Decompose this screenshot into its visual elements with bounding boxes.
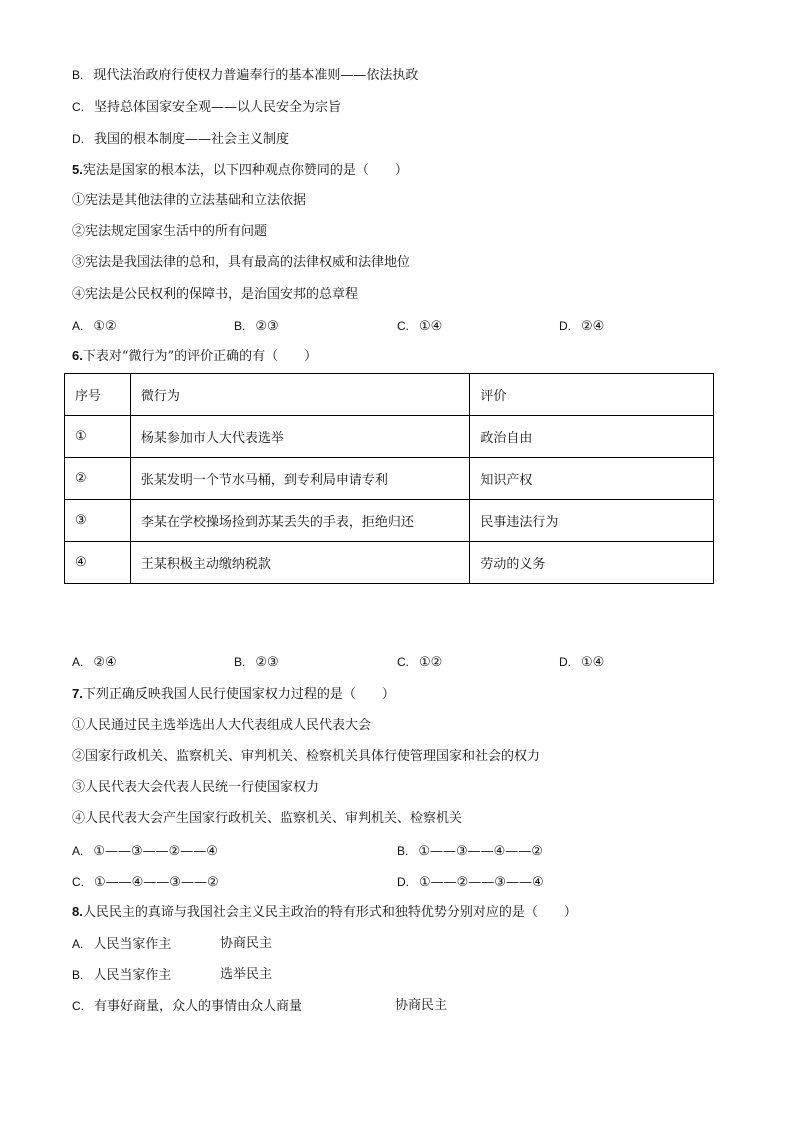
option-text: 我国的根本制度——社会主义制度 (94, 132, 290, 147)
q7-option-c (72, 873, 219, 891)
option-text: ②④ (581, 319, 605, 334)
question-stem: 下列正确反映我国人民行使国家权力过程的是（ ） (82, 687, 395, 702)
table-header-cell: 评价 (470, 374, 714, 416)
question-number: 8. (72, 904, 83, 919)
option-text: ①② (419, 655, 443, 670)
option-label: A. (72, 319, 84, 333)
q8-option-a (72, 935, 171, 953)
q8-option-c (72, 997, 302, 1015)
option-first-text: 人民当家作主 (93, 968, 172, 983)
option-text: 现代法治政府行使权力普遍奉行的基本准则——依法执政 (93, 68, 419, 83)
table-row (65, 416, 714, 458)
option-label: B. (234, 655, 246, 669)
option-text: 坚持总体国家安全观——以人民安全为宗旨 (94, 100, 342, 115)
q7-statement-4: ④人民代表大会产生国家行政机关、监察机关、审判机关、检察机关 (72, 811, 463, 826)
table-cell: 政治自由 (470, 416, 714, 458)
table-header-cell: 微行为 (130, 374, 469, 416)
evaluation-table (64, 373, 714, 584)
question-number: 7. (72, 686, 83, 701)
option-text: ①④ (419, 319, 443, 334)
q8-stem (72, 903, 577, 921)
q5-option-b (234, 317, 279, 335)
table-cell: ③ (65, 500, 131, 542)
q8-option-b (72, 966, 171, 984)
q6-option-b (234, 653, 279, 671)
table-cell: 知识产权 (470, 458, 714, 500)
q5-option-c (397, 317, 442, 335)
table-cell: ④ (65, 542, 131, 584)
q5-option-d (559, 317, 604, 335)
table-cell: 民事违法行为 (470, 500, 714, 542)
option-label: C. (72, 100, 84, 114)
question-stem: 人民民主的真谛与我国社会主义民主政治的特有形式和独特优势分别对应的是（ ） (82, 905, 577, 920)
option-label: B. (72, 968, 84, 982)
q4-option-b (72, 66, 418, 84)
option-label: A. (72, 844, 84, 858)
table-row (65, 458, 714, 500)
table-cell: 张某发明一个节水马桶，到专利局申请专利 (130, 458, 469, 500)
option-text: ①② (93, 319, 117, 334)
table-cell: 王某积极主动缴纳税款 (130, 542, 469, 584)
q8-option-a-second: 协商民主 (220, 936, 273, 951)
q5-option-a (72, 317, 117, 335)
q5-statement-1: ①宪法是其他法律的立法基础和立法依据 (72, 193, 307, 208)
option-text: ②③ (255, 655, 279, 670)
table-header-cell: 序号 (65, 374, 131, 416)
option-text: ①④ (581, 655, 605, 670)
question-stem: 下表对“微行为”的评价正确的有（ ） (82, 349, 318, 364)
q7-option-a (72, 842, 218, 860)
q7-statement-1: ①人民通过民主选举选出人大代表组成人民代表大会 (72, 718, 372, 733)
question-number: 6. (72, 348, 83, 363)
option-label: C. (397, 655, 409, 669)
q6-stem (72, 347, 317, 365)
option-first-text: 人民当家作主 (93, 937, 172, 952)
option-label: C. (72, 875, 84, 889)
option-label: B. (234, 319, 246, 333)
table-cell: 杨某参加市人大代表选举 (130, 416, 469, 458)
q8-option-c-second: 协商民主 (395, 998, 448, 1013)
option-text: ①——③——②——④ (93, 844, 218, 859)
table-cell: ② (65, 458, 131, 500)
option-label: D. (397, 875, 409, 889)
option-text: ①——④——③——② (94, 875, 219, 890)
q7-option-b (397, 842, 543, 860)
option-label: D. (72, 132, 84, 146)
option-label: D. (559, 319, 571, 333)
table-row (65, 500, 714, 542)
q4-option-c (72, 98, 341, 116)
option-text: ②④ (93, 655, 117, 670)
q6-option-d (559, 653, 604, 671)
option-label: C. (397, 319, 409, 333)
table-header-row (65, 374, 714, 416)
table-row (65, 542, 714, 584)
q5-stem (72, 161, 408, 179)
table-cell: ① (65, 416, 131, 458)
option-text: ①——②——③——④ (419, 875, 544, 890)
option-first-text: 有事好商量，众人的事情由众人商量 (94, 999, 303, 1014)
q7-statement-2: ②国家行政机关、监察机关、审判机关、检察机关具体行使管理国家和社会的权力 (72, 749, 541, 764)
q5-statement-2: ②宪法规定国家生活中的所有问题 (72, 224, 268, 239)
q6-option-c (397, 653, 442, 671)
q8-option-b-second: 选举民主 (220, 967, 273, 982)
q5-statement-3: ③宪法是我国法律的总和，具有最高的法律权威和法律地位 (72, 255, 411, 270)
q7-stem (72, 685, 395, 703)
question-number: 5. (72, 162, 83, 177)
option-label: A. (72, 937, 84, 951)
q4-option-d (72, 130, 289, 148)
q7-option-d (397, 873, 544, 891)
option-text: ②③ (255, 319, 279, 334)
option-label: B. (72, 68, 84, 82)
option-label: B. (397, 844, 409, 858)
q7-statement-3: ③人民代表大会代表人民统一行使国家权力 (72, 780, 320, 795)
question-stem: 宪法是国家的根本法，以下四种观点你赞同的是（ ） (82, 163, 408, 178)
option-label: A. (72, 655, 84, 669)
option-text: ①——③——④——② (418, 844, 543, 859)
q5-statement-4: ④宪法是公民权利的保障书，是治国安邦的总章程 (72, 287, 359, 302)
table-cell: 李某在学校操场捡到苏某丢失的手表，拒绝归还 (130, 500, 469, 542)
option-label: C. (72, 999, 84, 1013)
option-label: D. (559, 655, 571, 669)
q6-option-a (72, 653, 117, 671)
table-cell: 劳动的义务 (470, 542, 714, 584)
